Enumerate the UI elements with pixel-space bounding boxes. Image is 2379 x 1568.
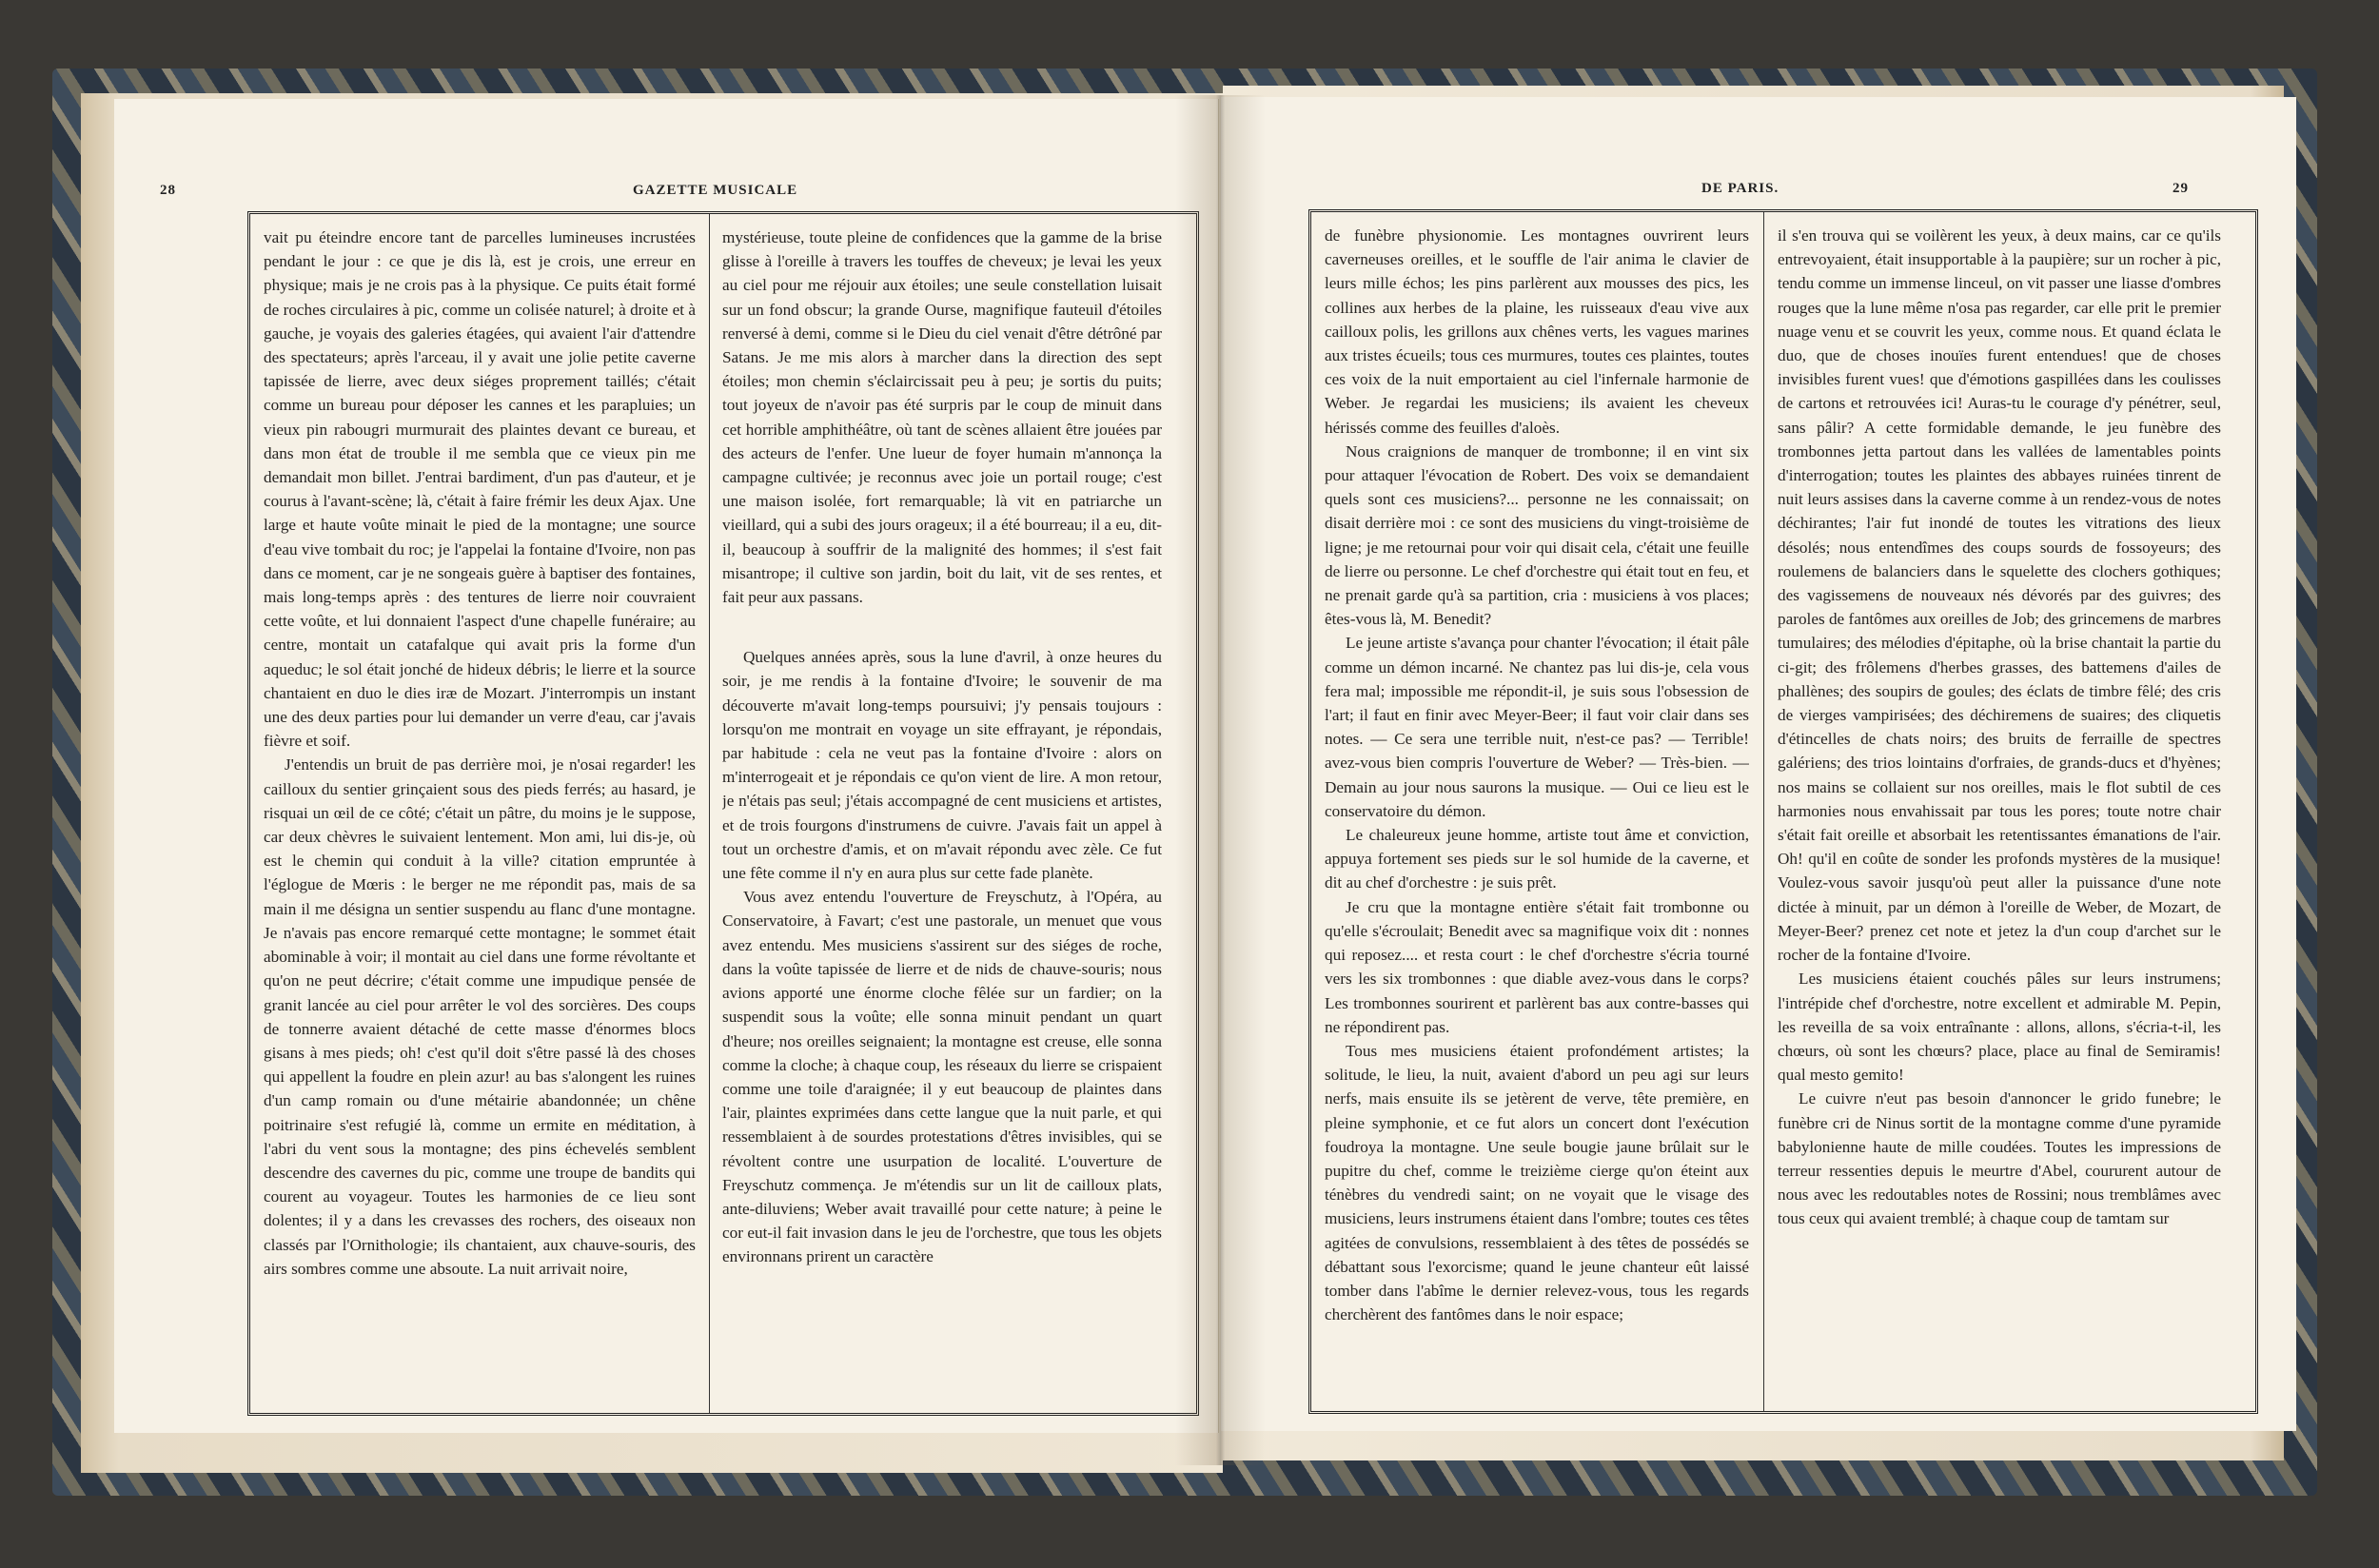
text-column-1 (1325, 224, 1749, 1400)
paragraph: Je cru que la montagne entière s'était fait trombonne ou qu'elle s'écroulait; Benedit avec sa magnifique voix dit : nonnes qui reposez.... et resta court : le chef d'orchestre s'écria tourné vers les six trombonnes : que diable avez-vous dans le corps? Les trombonnes sourirent et parlèrent bas aux contre-basses qui ne répondirent pas. (1325, 897, 1749, 1036)
paragraph: mystérieuse, toute pleine de confidences que la gamme de la brise glisse à l'oreille à travers les touffes de cheveux; je levai les yeux au ciel pour me réjouir aux étoiles; une seule constellation luisait sur un fond obscur; la grande Ourse, magnifique fauteuil d'étoiles renversé à demi, comme si le Dieu du ciel venait d'être détrôné par Satans. Je me mis alors à marcher dans la direction des sept étoiles; mon chemin s'éclaircissait peu à peu; je sortis du puits; tout joyeux de n'avoir pas été surpris par le coup de minuit dans cet horrible amphithéâtre, où tant de scènes allaient être jouées par des acteurs de l'enfer. Une lueur de foyer humain m'annonça la campagne cultivée; je reconnus avec joie un portail rouge; c'est une maison isolée, fort remarquable; là vit en patriarche un vieillard, qui a subi des jours orageux; il a été bourreau; il a eu, dit-il, beaucoup à souffrir de la malignité des hommes; il s'est fait misantrope; il cultive son jardin, boit du lait, vit de ses rentes, et fait peur aux passans. (722, 228, 1162, 607)
paragraph: il s'en trouva qui se voilèrent les yeux, à deux mains, car ce qu'ils entrevoyaient, était insupportable à la paupière; sur un rocher à pic, tendu comme un immense linceul, on vit passer une liasse d'ombres rouges que la lune même n'osa pas regarder, car elle prit le premier nuage venu et se couvrit les yeux, comme nous. Et quand éclata le duo, que de choses inouïes furent entendues! que de choses invisibles furent vues! que d'émotions gaspillées dans les coulisses de cartons et retrouvées ici! Auras-tu le courage d'y pénétrer, seul, sans pâlir? A cette formidable demande, le jeu funèbre des trombonnes jetta partout dans les vallées de lamentables points d'interrogation; toutes les plaintes des abbayes ruinées tinrent de nuit leurs assises dans la caverne comme à un rendez-vous de notes déchirantes; l'air fut inondé de toutes les vitrations des lieux désolés; nous entendîmes des coups sourds de fossoyeurs; des roulemens de balanciers dans le squelette des clochers gothiques; des vagissemens de nouveaux nés dévorés par des guivres; des paroles de fantômes aux oreilles de Job; des grincemens de marbres tumulaires; des mélodies d'épitaphe, où la brise chantait la partie du ci-git; des frôlemens d'herbes grasses, des battemens d'ailes de phallènes; des soupirs de goules; des éclats de timbre fêlé; des cris de vierges vampirisées; des déchiremens de suaires; des cliquetis d'étincelles de chats noirs; des bruits de ferraille de spectres galériens; des trios lointains d'orfraies, de grands-ducs et d'hyènes; nos mains se collaient sur nos oreilles, mais le flot subtil de ces harmonies nous envahissait par tous les pores; toute notre chair s'était fait oreille et absorbait les retentissantes émanations de l'air. Oh! qu'il en coûte de sonder les profonds mystères de la musique! Voulez-vous savoir jusqu'où peut aller la puissance d'une note dictée à minuit, par un démon à l'oreille de Weber, de Mozart, de Meyer-Beer? prenez cet note et jetez la d'un coup d'archet sur le rocher de la fontaine d'Ivoire. (1778, 226, 2221, 965)
paragraph: Tous mes musiciens étaient profondément artistes; la solitude, le lieu, la nuit, avaient d'abord un peu agi sur leurs nerfs, mais ensuite ils se jetèrent de verve, tête première, en pleine symphonie, et ce fut alors un concert dont l'exécution foudroya la montagne. Une seule bougie jaune brûlait sur le pupitre du chef, comme le treizième cierge qu'on éteint aux ténèbres du vendredi saint; on ne voyait que le visage des musiciens, leurs instrumens étaient dans l'ombre; toutes ces têtes agitées de convulsions, ressemblaient à des têtes de possédés se débattant sous l'exorcisme; quand le jeune chanteur eût laissé tomber dans l'abîme le dernier relevez-vous, tous les regards cherchèrent des fantômes dans le noir espace; (1325, 1041, 1749, 1324)
column-divider (709, 214, 710, 1413)
paragraph: Le chaleureux jeune homme, artiste tout âme et conviction, appuya fortement ses pieds sur le sol humide de la caverne, et dit au chef d'orchestre : je suis prêt. (1325, 826, 1749, 892)
paragraph: Quelques années après, sous la lune d'avril, à onze heures du soir, je me rendis à la fontaine d'Ivoire; le souvenir de ma découverte m'avait long-temps poursuivi; j'y pensais toujours : lorsqu'on me montrait en voyage un site effrayant, je répondais, par habitude : cela ne veut pas la fontaine d'Ivoire : alors on m'interrogeait et je répondais ce qu'on vient de lire. A mon retour, je n'étais pas seul; j'étais accompagné de cent musiciens et artistes, et de trois fourgons d'instrumens de cuivre. J'avais fait un appel à tout un orchestre d'amis, et on m'avait répondu avec zèle. Ce fut une fête comme il n'y en aura plus sur cette fade planète. (722, 648, 1162, 883)
running-head: GAZETTE MUSICALE (633, 183, 798, 198)
running-head: DE PARIS. (1701, 181, 1779, 196)
text-column-2 (1778, 224, 2221, 1400)
page-number: 29 (2173, 181, 2189, 196)
text-frame (1308, 209, 2258, 1414)
page-number: 28 (160, 183, 176, 198)
paragraph: de funèbre physionomie. Les montagnes ouvrirent leurs caverneuses oreilles, et le souffle de l'air anima le clavier de leurs mille échos; les pins parlèrent aux mousses des pics, les collines aux herbes de la plaine, les ruisseaux d'eau vive aux cailloux polis, les grillons aux chênes verts, les vagues marines aux tristes écueils; tous ces murmures, toutes ces plaintes, toutes ces voix de la nuit emportaient au ciel l'infernale harmonie de Weber. Je regardai les musiciens; ils avaient les cheveux hérissés comme des feuilles d'aloès. (1325, 226, 1749, 437)
book-gutter (1175, 95, 1266, 1465)
paragraph: J'entendis un bruit de pas derrière moi, je n'osai regarder! les cailloux du sentier grinçaient sous des pieds ferrés; au hasard, je risquai un œil de ce côté; c'était un pâtre, du moins je le suppose, car deux chèvres le suivaient lentement. Mon ami, lui dis-je, où est le chemin qui conduit à la ville? citation empruntée à l'églogue de Mœris : le berger ne me répondit pas, mais de sa main il me désigna un sentier suspendu au flanc d'une montagne. Je n'avais pas encore remarqué cette montagne; le sommet était abominable à voir; il montait au ciel dans une forme révoltante et qu'on ne peut décrire; c'était comme une impudique pensée de granit lancée au ciel pour arrêter le vol des sorcières. Des coups de tonnerre avaient détaché de cette masse d'énormes blocs gisans à mes pieds; oh! c'est qu'il doit s'être passé là des choses qui appellent la foudre en plein azur! au bas s'alongent les ruines d'un camp romain ou d'une métairie abandonnée; un chêne poitrinaire s'est refugié là, comme un ermite en méditation, à l'abri du vent sous la montagne; des pins échevelés semblent descendre des cavernes du pic, comme une troupe de bandits qui courent au voyageur. Toutes les harmonies de ce lieu sont dolentes; il y a dans les crevasses des rochers, des oiseaux non classés par l'Ornithologie; ils chantaient, aux chauve-souris, des airs sombres comme une absoute. La nuit arrivait noire, (264, 755, 696, 1278)
column-divider (1763, 212, 1764, 1411)
text-column-1 (264, 225, 696, 1401)
paragraph: vait pu éteindre encore tant de parcelles lumineuses incrustées pendant le jour : ce que je dis là, est je crois, une erreur en physique; mais je ne crois pas à la physique. Ce puits était formé de roches circulaires à pic, comme un colisée naturel; à droite et à gauche, je voyais des galeries étagées, qui avaient l'air d'attendre des spectateurs; après l'arceau, il y avait une jolie petite caverne tapissée de lierre, avec deux siéges proprement taillés; c'était comme un bureau pour déposer les cannes et les parapluies; un vieux pin rabougri murmurait des plaintes devant ce bureau, et dans mon état de trouble il me sembla que ce vieux pin me demandait mon billet. J'entrai bardiment, d'un pas d'auteur, et je courus à l'avant-scène; là, c'était à faire frémir les deux Ajax. Une large et haute voûte minait le pied de la montagne; une source d'eau vive tombait du roc; je l'appelai la fontaine d'Ivoire, non pas dans ce moment, car je ne songeais guère à baptiser des fontaines, mais long-temps après : des tentures de lierre noir couvraient cette voûte, et lui donnaient l'aspect d'une chapelle funéraire; au centre, montait un catafalque qui avait pris la forme d'un aqueduc; le sol était jonché de hideux débris; le lierre et la source chantaient en duo le dies iræ de Mozart. J'interrompis un instant une des deux parties pour lui demander un verre d'eau, car j'avais fièvre et soif. (264, 228, 696, 751)
left-page (114, 99, 1219, 1433)
paragraph: Vous avez entendu l'ouverture de Freyschutz, à l'Opéra, au Conservatoire, à Favart; c'est une pastorale, un menuet que vous avez entendu. Mes musiciens s'assirent sur des siéges de roche, dans la voûte tapissée de lierre et de nids de chauve-souris; nous avions apporté une énorme cloche fêlée sur un fardier; on la suspendit sous la voûte; elle sonna minuit pendant un quart d'heure; nos oreilles seignaient; la montagne est creuse, elle sonna comme la cloche; à chaque coup, les réseaux du lierre se crispaient comme une toile d'araignée; il y eut beaucoup de plaintes dans l'air, plaintes exprimées dans cette langue que la nuit parle, et qui ressemblaient à de sourdes protestations d'êtres invisibles, qui se révoltent contre une usurpation de localité. L'ouverture de Freyschutz commença. Je m'étendis sur un lit de cailloux plats, ante-diluviens; Weber avait travaillé pour cette nature; à peine le cor eut-il fait invasion dans le jeu de l'orchestre, que tous les objets environnans prirent un caractère (722, 888, 1162, 1266)
text-frame (247, 211, 1199, 1416)
paragraph: Le cuivre n'eut pas besoin d'annoncer le grido funebre; le funèbre cri de Ninus sortit de la montagne comme d'une pyramide babylonienne haute de mille coudées. Toutes les impressions de terreur ressenties depuis le meurtre d'Abel, coururent autour de nous avec les redoutables notes de Rossini; nous tremblâmes avec tous ceux qui avaient tremblé; à chaque coup de tamtam sur (1778, 1089, 2221, 1228)
paragraph: Les musiciens étaient couchés pâles sur leurs instrumens; l'intrépide chef d'orchestre, notre excellent et admirable M. Pepin, les reveilla de sa voix entraînante : allons, allons, s'écria-t-il, les chœurs, où sont les chœurs? place, place au final de Semiramis! qual mesto gemito! (1778, 970, 2221, 1085)
paragraph: Nous craignions de manquer de trombonne; il en vint six pour attaquer l'évocation de Robert. Des voix se demandaient quels sont ces musiciens?... personne ne les connaissait; on disait derrière moi : ce sont des musiciens du vingt-troisième de ligne; je me retournai pour voir qui disait cela, c'était une feuille de lierre ou personne. Le chef d'orchestre qui était tout en feu, et ne prenait garde qu'à sa partition, cria : musiciens à vos places; êtes-vous là, M. Benedit? (1325, 441, 1749, 629)
paragraph: Le jeune artiste s'avança pour chanter l'évocation; il était pâle comme un démon incarné. Ne chantez pas lui dis-je, cela vous fera mal; impossible me répondit-il, je suis sous l'obsession de l'art; il faut en finir avec Meyer-Beer; il faut voir clair dans ses notes. — Ce sera une terrible nuit, n'est-ce pas? — Terrible! avez-vous bien compris l'ouverture de Weber? — Très-bien. — Demain au jour nous saurons la musique. — Oui ce lieu est le conservatoire du démon. (1325, 634, 1749, 820)
text-column-2 (722, 225, 1162, 1401)
right-page (1221, 97, 2296, 1431)
